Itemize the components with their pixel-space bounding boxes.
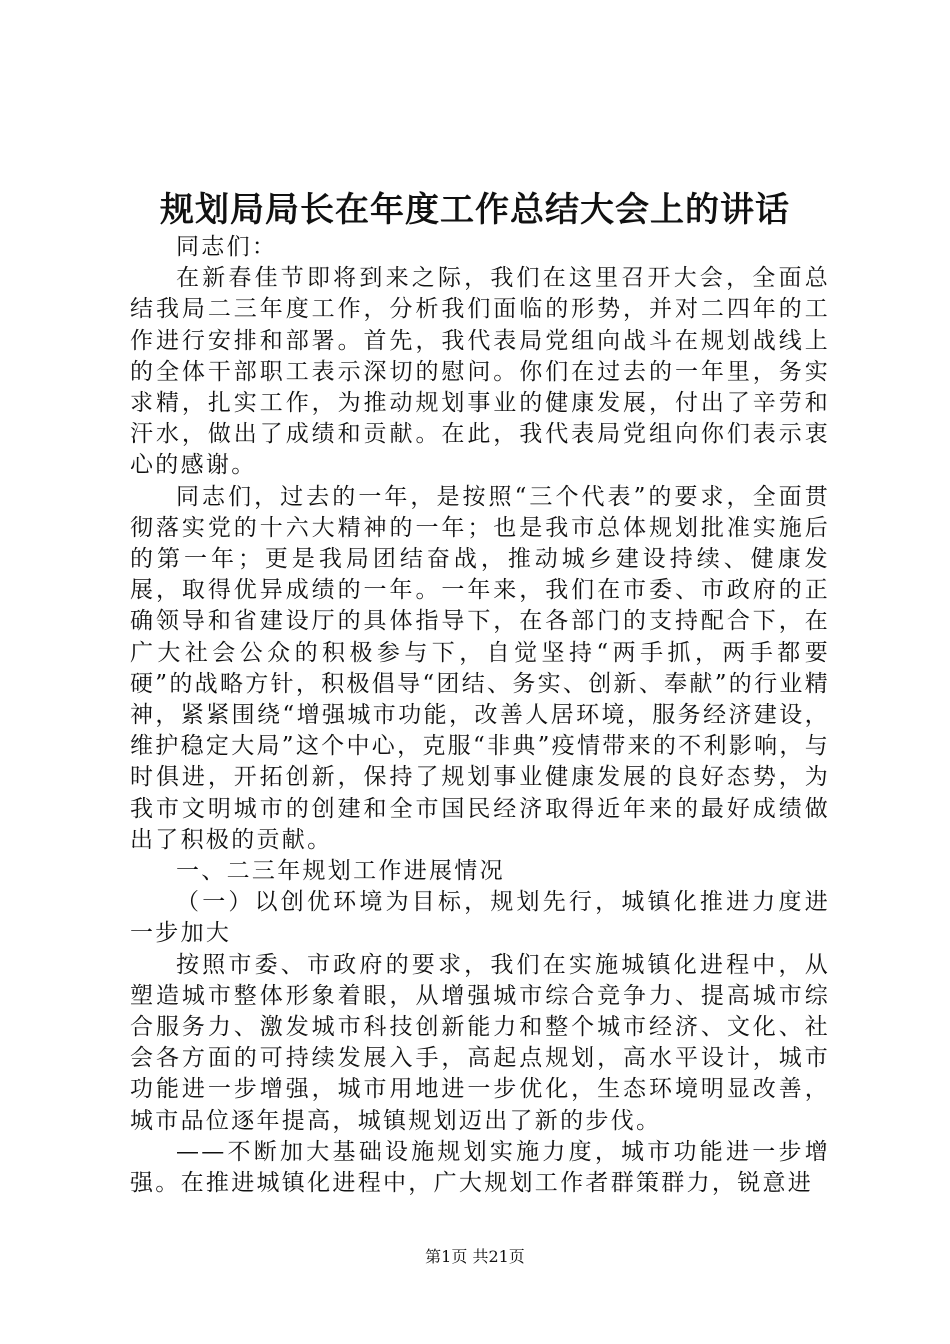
document-body <box>130 232 830 1199</box>
document-title: 规划局局长在年度工作总结大会上的讲话 <box>160 190 790 230</box>
section-heading: 一、二三年规划工作进展情况 <box>176 858 505 885</box>
paragraph-opening: 在新春佳节即将到来之际，我们在这里召开大会，全面总结我局二三年度工作，分析我们面临的形势，并对二四年的工作进行安排和部署。首先，我代表局党组向战斗在规划战线上的全体干部职工表示深切的慰问。你们在过去的一年里，务实求精，扎实工作，为推动规划事业的健康发展，付出了辛劳和汗水，做出了成绩和贡献。在此，我代表局党组向你们表示衷心的感谢。 <box>130 265 830 479</box>
paragraph-salutation: 同志们： <box>176 234 278 260</box>
paragraph-review: 同志们，过去的一年，是按照“三个代表”的要求，全面贯彻落实党的十六大精神的一年；也是我市总体规划批准实施后的第一年；更是我局团结奋战，推动城乡建设持续、健康发展，取得优异成绩的一年。一年来，我们在市委、市政府的正确领导和省建设厅的具体指导下，在各部门的支持配合下，在广大社会公众的积极参与下，自觉坚持“两手抓，两手都要硬”的战略方针，积极倡导“团结、务实、创新、奉献”的行业精神，紧紧围绕“增强城市功能，改善人居环境，服务经济建设，维护稳定大局”这个中心，克服“非典”疫情带来的不利影响，与时俱进，开拓创新，保持了规划事业健康发展的良好态势，为我市文明城市的创建和全市国民经济取得近年来的最好成绩做出了积极的贡献。 <box>130 483 830 853</box>
page-footer: 第1页 共21页 <box>425 1247 525 1266</box>
subsection-heading: （一）以创优环境为目标，规划先行，城镇化推进力度进一步加大 <box>130 889 830 947</box>
paragraph-infrastructure: ——不断加大基础设施规划实施力度，城市功能进一步增强。在推进城镇化进程中，广大规划工作者群策群力，锐意进 <box>130 1138 830 1197</box>
paragraph-urbanization: 按照市委、市政府的要求，我们在实施城镇化进程中，从塑造城市整体形象着眼，从增强城市综合竞争力、提高城市综合服务力、激发城市科技创新能力和整个城市经济、文化、社会各方面的可持续发展入手，高起点规划，高水平设计，城市功能进一步增强，城市用地进一步优化，生态环境明显改善，城市品位逐年提高，城镇规划迈出了新的步伐。 <box>130 951 830 1134</box>
